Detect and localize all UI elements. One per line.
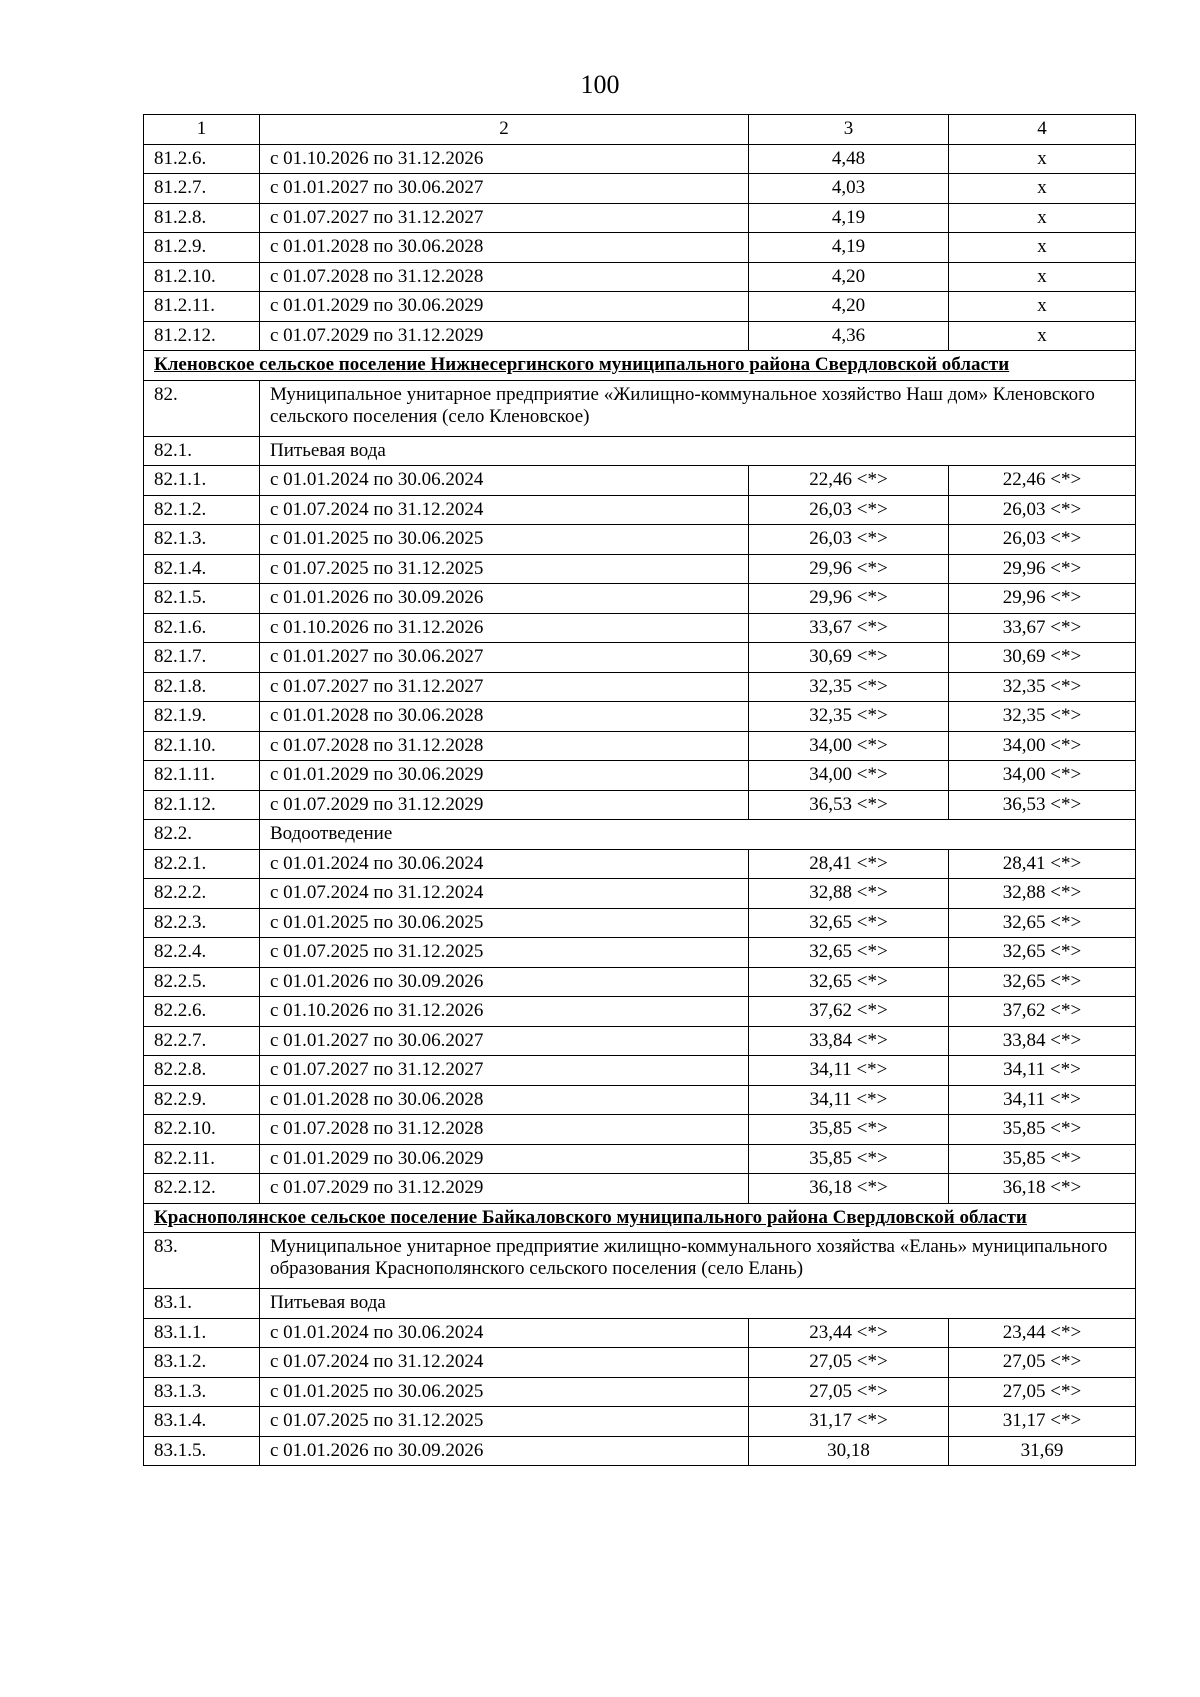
tariff-value-cell: 22,46 <*>: [749, 466, 949, 496]
tariff-value-vat-cell: 36,53 <*>: [949, 790, 1136, 820]
tariff-value-vat-cell: 31,17 <*>: [949, 1407, 1136, 1437]
row-number-cell: 81.2.10.: [144, 262, 260, 292]
tariff-value-cell: 29,96 <*>: [749, 584, 949, 614]
tariff-value-cell: 33,67 <*>: [749, 613, 949, 643]
period-cell: с 01.01.2028 по 30.06.2028: [260, 702, 749, 732]
tariff-value-vat-cell: 22,46 <*>: [949, 466, 1136, 496]
table-row: [144, 144, 1136, 174]
row-number-cell: 82.2.8.: [144, 1056, 260, 1086]
row-number-cell: 82.2.12.: [144, 1174, 260, 1204]
tariff-value-vat-cell: x: [949, 233, 1136, 263]
tariff-value-vat-cell: 26,03 <*>: [949, 525, 1136, 555]
period-cell: с 01.01.2027 по 30.06.2027: [260, 643, 749, 673]
tariff-value-vat-cell: 23,44 <*>: [949, 1318, 1136, 1348]
row-number-cell: 82.: [144, 380, 260, 436]
column-header: 1: [144, 115, 260, 145]
table-row: [144, 554, 1136, 584]
period-cell: с 01.01.2024 по 30.06.2024: [260, 466, 749, 496]
period-cell: с 01.07.2027 по 31.12.2027: [260, 203, 749, 233]
table-row: [144, 584, 1136, 614]
tariff-value-cell: 34,00 <*>: [749, 731, 949, 761]
section-heading-row: [144, 1203, 1136, 1233]
row-number-cell: 82.1.7.: [144, 643, 260, 673]
row-number-cell: 82.1.11.: [144, 761, 260, 791]
tariff-value-vat-cell: 34,00 <*>: [949, 761, 1136, 791]
row-number-cell: 82.1.10.: [144, 731, 260, 761]
row-number-cell: 82.2.3.: [144, 908, 260, 938]
tariff-value-vat-cell: 31,69: [949, 1436, 1136, 1466]
table-row: [144, 761, 1136, 791]
service-title-row: [144, 1289, 1136, 1319]
tariff-value-vat-cell: 34,11 <*>: [949, 1085, 1136, 1115]
tariff-value-cell: 32,35 <*>: [749, 702, 949, 732]
period-cell: с 01.01.2028 по 30.06.2028: [260, 1085, 749, 1115]
tariff-value-cell: 32,35 <*>: [749, 672, 949, 702]
row-number-cell: 82.1.1.: [144, 466, 260, 496]
period-cell: с 01.07.2024 по 31.12.2024: [260, 879, 749, 909]
tariff-value-cell: 27,05 <*>: [749, 1377, 949, 1407]
section-heading: Кленовское сельское поселение Нижнесергинского муниципального района Свердловской области: [144, 351, 1136, 381]
tariff-value-cell: 36,18 <*>: [749, 1174, 949, 1204]
tariff-value-cell: 4,19: [749, 203, 949, 233]
tariff-value-cell: 33,84 <*>: [749, 1026, 949, 1056]
tariff-table-body: [144, 115, 1136, 1466]
period-cell: с 01.01.2025 по 30.06.2025: [260, 908, 749, 938]
tariff-value-cell: 4,20: [749, 262, 949, 292]
tariff-value-vat-cell: 27,05 <*>: [949, 1377, 1136, 1407]
tariff-value-cell: 31,17 <*>: [749, 1407, 949, 1437]
table-row: [144, 1348, 1136, 1378]
row-number-cell: 82.2.6.: [144, 997, 260, 1027]
table-row: [144, 1115, 1136, 1145]
period-cell: с 01.10.2026 по 31.12.2026: [260, 144, 749, 174]
tariff-value-cell: 36,53 <*>: [749, 790, 949, 820]
tariff-value-vat-cell: 27,05 <*>: [949, 1348, 1136, 1378]
period-cell: с 01.07.2024 по 31.12.2024: [260, 1348, 749, 1378]
tariff-value-vat-cell: 28,41 <*>: [949, 849, 1136, 879]
row-number-cell: 81.2.12.: [144, 321, 260, 351]
period-cell: с 01.01.2026 по 30.09.2026: [260, 967, 749, 997]
period-cell: с 01.07.2028 по 31.12.2028: [260, 1115, 749, 1145]
tariff-value-vat-cell: 29,96 <*>: [949, 554, 1136, 584]
tariff-value-cell: 32,88 <*>: [749, 879, 949, 909]
section-heading-row: [144, 351, 1136, 381]
tariff-value-cell: 34,00 <*>: [749, 761, 949, 791]
column-header: 3: [749, 115, 949, 145]
period-cell: с 01.01.2029 по 30.06.2029: [260, 292, 749, 322]
period-cell: с 01.07.2027 по 31.12.2027: [260, 672, 749, 702]
row-number-cell: 82.1.2.: [144, 495, 260, 525]
tariff-value-vat-cell: 34,11 <*>: [949, 1056, 1136, 1086]
service-title-row: [144, 436, 1136, 466]
table-row: [144, 790, 1136, 820]
tariff-value-vat-cell: x: [949, 292, 1136, 322]
tariff-value-vat-cell: x: [949, 321, 1136, 351]
table-row: [144, 233, 1136, 263]
row-number-cell: 82.2.1.: [144, 849, 260, 879]
service-title: Водоотведение: [260, 820, 1136, 850]
tariff-value-cell: 32,65 <*>: [749, 967, 949, 997]
column-header: 2: [260, 115, 749, 145]
tariff-value-cell: 30,69 <*>: [749, 643, 949, 673]
period-cell: с 01.07.2025 по 31.12.2025: [260, 554, 749, 584]
tariff-value-cell: 4,03: [749, 174, 949, 204]
tariff-value-cell: 27,05 <*>: [749, 1348, 949, 1378]
tariff-value-vat-cell: 33,67 <*>: [949, 613, 1136, 643]
row-number-cell: 82.2.5.: [144, 967, 260, 997]
row-number-cell: 81.2.6.: [144, 144, 260, 174]
table-row: [144, 321, 1136, 351]
tariff-value-cell: 35,85 <*>: [749, 1144, 949, 1174]
table-row: [144, 938, 1136, 968]
tariff-value-cell: 4,36: [749, 321, 949, 351]
row-number-cell: 82.1.5.: [144, 584, 260, 614]
row-number-cell: 83.1.1.: [144, 1318, 260, 1348]
table-row: [144, 1436, 1136, 1466]
table-row: [144, 174, 1136, 204]
table-row: [144, 466, 1136, 496]
table-row: [144, 525, 1136, 555]
row-number-cell: 82.2.2.: [144, 879, 260, 909]
section-heading: Краснополянское сельское поселение Байкаловского муниципального района Свердловской области: [144, 1203, 1136, 1233]
period-cell: с 01.07.2024 по 31.12.2024: [260, 495, 749, 525]
row-number-cell: 82.2.10.: [144, 1115, 260, 1145]
row-number-cell: 83.1.3.: [144, 1377, 260, 1407]
period-cell: с 01.01.2026 по 30.09.2026: [260, 1436, 749, 1466]
table-row: [144, 1407, 1136, 1437]
table-header-row: [144, 115, 1136, 145]
table-row: [144, 292, 1136, 322]
tariff-value-vat-cell: 32,35 <*>: [949, 672, 1136, 702]
period-cell: с 01.01.2027 по 30.06.2027: [260, 1026, 749, 1056]
table-row: [144, 967, 1136, 997]
period-cell: с 01.01.2025 по 30.06.2025: [260, 1377, 749, 1407]
row-number-cell: 82.1.12.: [144, 790, 260, 820]
organization-row: [144, 380, 1136, 436]
tariff-value-cell: 29,96 <*>: [749, 554, 949, 584]
row-number-cell: 81.2.9.: [144, 233, 260, 263]
table-row: [144, 1026, 1136, 1056]
tariff-value-cell: 4,48: [749, 144, 949, 174]
row-number-cell: 82.2.11.: [144, 1144, 260, 1174]
organization-row: [144, 1233, 1136, 1289]
row-number-cell: 82.2.9.: [144, 1085, 260, 1115]
table-row: [144, 702, 1136, 732]
tariff-value-vat-cell: x: [949, 262, 1136, 292]
service-title-row: [144, 820, 1136, 850]
table-row: [144, 672, 1136, 702]
column-header: 4: [949, 115, 1136, 145]
tariff-value-cell: 4,19: [749, 233, 949, 263]
period-cell: с 01.07.2029 по 31.12.2029: [260, 790, 749, 820]
period-cell: с 01.07.2025 по 31.12.2025: [260, 938, 749, 968]
organization-name: Муниципальное унитарное предприятие «Жилищно-коммунальное хозяйство Наш дом» Кленовского сельского поселения (село Кленовское): [260, 380, 1136, 436]
tariff-value-cell: 34,11 <*>: [749, 1056, 949, 1086]
tariff-value-cell: 4,20: [749, 292, 949, 322]
row-number-cell: 81.2.8.: [144, 203, 260, 233]
table-row: [144, 879, 1136, 909]
tariff-value-vat-cell: 32,65 <*>: [949, 938, 1136, 968]
period-cell: с 01.01.2026 по 30.09.2026: [260, 584, 749, 614]
tariff-value-vat-cell: 34,00 <*>: [949, 731, 1136, 761]
period-cell: с 01.07.2025 по 31.12.2025: [260, 1407, 749, 1437]
row-number-cell: 83.1.2.: [144, 1348, 260, 1378]
table-row: [144, 1056, 1136, 1086]
tariff-value-vat-cell: 32,88 <*>: [949, 879, 1136, 909]
table-row: [144, 1144, 1136, 1174]
period-cell: с 01.07.2027 по 31.12.2027: [260, 1056, 749, 1086]
tariff-value-vat-cell: 32,35 <*>: [949, 702, 1136, 732]
period-cell: с 01.01.2025 по 30.06.2025: [260, 525, 749, 555]
organization-name: Муниципальное унитарное предприятие жилищно-коммунального хозяйства «Елань» муниципального образования Краснополянского сельского поселения (село Елань): [260, 1233, 1136, 1289]
row-number-cell: 81.2.7.: [144, 174, 260, 204]
service-title: Питьевая вода: [260, 1289, 1136, 1319]
period-cell: с 01.10.2026 по 31.12.2026: [260, 613, 749, 643]
row-number-cell: 82.2.7.: [144, 1026, 260, 1056]
row-number-cell: 82.2.: [144, 820, 260, 850]
row-number-cell: 82.1.3.: [144, 525, 260, 555]
row-number-cell: 82.1.6.: [144, 613, 260, 643]
table-row: [144, 1174, 1136, 1204]
table-row: [144, 203, 1136, 233]
table-row: [144, 643, 1136, 673]
row-number-cell: 82.2.4.: [144, 938, 260, 968]
table-row: [144, 1318, 1136, 1348]
table-row: [144, 997, 1136, 1027]
tariff-value-cell: 35,85 <*>: [749, 1115, 949, 1145]
tariff-value-vat-cell: 33,84 <*>: [949, 1026, 1136, 1056]
period-cell: с 01.01.2029 по 30.06.2029: [260, 1144, 749, 1174]
tariff-value-vat-cell: 35,85 <*>: [949, 1115, 1136, 1145]
table-row: [144, 731, 1136, 761]
row-number-cell: 83.1.4.: [144, 1407, 260, 1437]
tariff-value-cell: 23,44 <*>: [749, 1318, 949, 1348]
tariff-value-vat-cell: 29,96 <*>: [949, 584, 1136, 614]
row-number-cell: 83.: [144, 1233, 260, 1289]
table-row: [144, 1377, 1136, 1407]
tariff-value-cell: 34,11 <*>: [749, 1085, 949, 1115]
row-number-cell: 83.1.5.: [144, 1436, 260, 1466]
table-row: [144, 613, 1136, 643]
tariff-value-cell: 32,65 <*>: [749, 938, 949, 968]
row-number-cell: 83.1.: [144, 1289, 260, 1319]
tariff-value-vat-cell: x: [949, 144, 1136, 174]
tariff-value-vat-cell: 35,85 <*>: [949, 1144, 1136, 1174]
tariff-value-vat-cell: x: [949, 203, 1136, 233]
tariff-value-cell: 37,62 <*>: [749, 997, 949, 1027]
tariff-value-cell: 32,65 <*>: [749, 908, 949, 938]
tariff-table: [143, 114, 1136, 1466]
table-row: [144, 1085, 1136, 1115]
period-cell: с 01.07.2029 по 31.12.2029: [260, 1174, 749, 1204]
tariff-value-vat-cell: 36,18 <*>: [949, 1174, 1136, 1204]
tariff-value-vat-cell: 32,65 <*>: [949, 908, 1136, 938]
row-number-cell: 82.1.4.: [144, 554, 260, 584]
tariff-value-vat-cell: 30,69 <*>: [949, 643, 1136, 673]
row-number-cell: 82.1.9.: [144, 702, 260, 732]
tariff-value-cell: 26,03 <*>: [749, 495, 949, 525]
period-cell: с 01.10.2026 по 31.12.2026: [260, 997, 749, 1027]
period-cell: с 01.01.2024 по 30.06.2024: [260, 849, 749, 879]
tariff-value-vat-cell: 37,62 <*>: [949, 997, 1136, 1027]
tariff-value-cell: 26,03 <*>: [749, 525, 949, 555]
table-row: [144, 262, 1136, 292]
period-cell: с 01.07.2028 по 31.12.2028: [260, 262, 749, 292]
table-row: [144, 495, 1136, 525]
table-row: [144, 908, 1136, 938]
row-number-cell: 82.1.: [144, 436, 260, 466]
row-number-cell: 81.2.11.: [144, 292, 260, 322]
tariff-value-vat-cell: 32,65 <*>: [949, 967, 1136, 997]
tariff-value-cell: 30,18: [749, 1436, 949, 1466]
page-number: 100: [580, 70, 620, 99]
row-number-cell: 82.1.8.: [144, 672, 260, 702]
period-cell: с 01.01.2027 по 30.06.2027: [260, 174, 749, 204]
tariff-value-cell: 28,41 <*>: [749, 849, 949, 879]
period-cell: с 01.01.2024 по 30.06.2024: [260, 1318, 749, 1348]
service-title: Питьевая вода: [260, 436, 1136, 466]
period-cell: с 01.07.2029 по 31.12.2029: [260, 321, 749, 351]
tariff-value-vat-cell: x: [949, 174, 1136, 204]
table-row: [144, 849, 1136, 879]
period-cell: с 01.01.2028 по 30.06.2028: [260, 233, 749, 263]
period-cell: с 01.07.2028 по 31.12.2028: [260, 731, 749, 761]
period-cell: с 01.01.2029 по 30.06.2029: [260, 761, 749, 791]
tariff-value-vat-cell: 26,03 <*>: [949, 495, 1136, 525]
